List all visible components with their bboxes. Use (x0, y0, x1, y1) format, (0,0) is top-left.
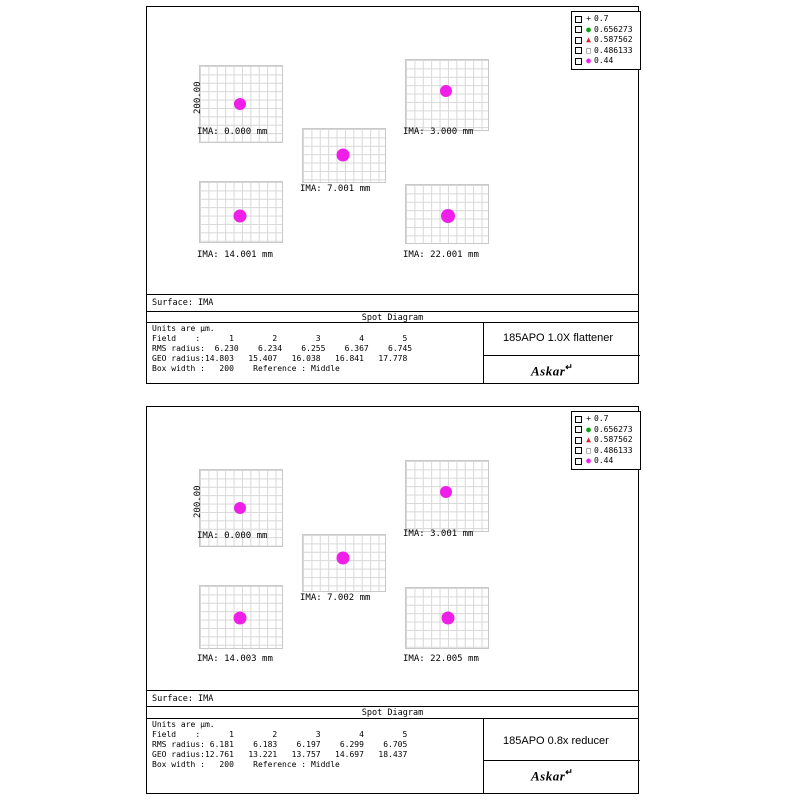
surface-label: Surface: IMA (152, 298, 214, 308)
brand-text: Askar (531, 768, 566, 784)
legend-label: 0.656273 (594, 424, 633, 434)
brand-text: Askar (531, 363, 566, 379)
chart-title: Spot Diagram (361, 708, 424, 718)
legend-label: 0.587562 (594, 435, 633, 444)
spot-dot-field-2 (440, 85, 452, 97)
y-axis-label: 200.00 (193, 81, 203, 114)
legend-item (575, 446, 636, 457)
legend-item (575, 425, 636, 436)
table-row-field: Field : 1 2 3 4 5 (152, 334, 408, 343)
divider-surface (147, 690, 638, 691)
spot-caption-field-4: IMA: 14.001 mm (197, 250, 273, 260)
brand-logo (531, 362, 573, 379)
legend-item (575, 435, 636, 446)
brand-logo (531, 767, 573, 784)
legend-label: 0.656273 (594, 24, 633, 34)
spot-dot-field-1 (234, 98, 246, 110)
legend-swatch-icon (575, 26, 582, 33)
y-axis-label: 200.00 (193, 485, 203, 518)
legend-item (575, 414, 636, 425)
legend-symbol: ▲ (586, 35, 591, 45)
table-row-box: Box width : 200 Reference : Middle (152, 364, 340, 373)
spot-dot-field-4 (234, 210, 247, 223)
divider-brand (483, 760, 640, 761)
spot-caption-field-2: IMA: 3.001 mm (403, 529, 474, 539)
legend-bottom (571, 411, 641, 470)
legend-swatch-icon (575, 426, 582, 433)
panel-title: 185APO 1.0X flattener (503, 332, 614, 344)
spot-caption-field-3: IMA: 7.001 mm (300, 184, 371, 194)
table-row-rms: RMS radius: 6.230 6.234 6.255 6.367 6.745 (152, 344, 413, 353)
legend-swatch-icon (575, 16, 582, 23)
legend-symbol: ● (586, 24, 591, 34)
legend-swatch-icon (575, 58, 582, 65)
spot-caption-field-2: IMA: 3.000 mm (403, 127, 474, 137)
legend-swatch-icon (575, 447, 582, 454)
legend-label: 0.486133 (594, 445, 633, 455)
divider-spotdiagram (147, 311, 638, 312)
divider-spotdiagram (147, 706, 638, 707)
spot-dot-field-3 (337, 552, 350, 565)
legend-label: 0.486133 (594, 45, 633, 55)
legend-item (575, 14, 636, 25)
spot-dot-field-5 (442, 612, 455, 625)
surface-label: Surface: IMA (152, 694, 214, 704)
spot-caption-field-3: IMA: 7.002 mm (300, 593, 371, 603)
divider-vertical (483, 718, 484, 794)
legend-top (571, 11, 641, 70)
spot-dot-field-1 (234, 502, 246, 514)
legend-swatch-icon (575, 437, 582, 444)
spot-diagram-panel-bottom (146, 406, 639, 794)
spot-caption-field-4: IMA: 14.003 mm (197, 654, 273, 664)
table-row-box: Box width : 200 Reference : Middle (152, 760, 340, 769)
spot-caption-field-1: IMA: 0.000 mm (197, 531, 268, 541)
legend-item (575, 25, 636, 36)
brand-mark-icon: ↵ (565, 767, 574, 777)
legend-symbol: ▲ (586, 435, 591, 445)
chart-title: Spot Diagram (361, 313, 424, 323)
legend-item (575, 46, 636, 57)
spot-caption-field-5: IMA: 22.005 mm (403, 654, 479, 664)
divider-info (147, 718, 638, 719)
legend-label: 0.587562 (594, 35, 633, 44)
spot-dot-field-3 (337, 149, 350, 162)
legend-symbol: □ (586, 445, 591, 455)
spot-caption-field-5: IMA: 22.001 mm (403, 250, 479, 260)
legend-label: 0.7 (594, 14, 609, 23)
legend-swatch-icon (575, 37, 582, 44)
spot-dot-field-4 (234, 612, 247, 625)
legend-symbol: + (586, 414, 591, 424)
legend-symbol: ● (586, 56, 591, 66)
legend-label: 0.44 (594, 456, 614, 465)
legend-label: 0.44 (594, 56, 614, 65)
panel-title: 185APO 0.8x reducer (503, 735, 609, 747)
legend-symbol: □ (586, 45, 591, 55)
legend-item (575, 35, 636, 46)
legend-label: 0.7 (594, 414, 609, 423)
legend-item (575, 456, 636, 467)
spot-dot-field-5 (441, 209, 455, 223)
legend-symbol: ● (586, 424, 591, 434)
divider-surface (147, 294, 638, 295)
divider-brand (483, 355, 640, 356)
units-note: Units are µm. (152, 720, 215, 729)
spot-caption-field-1: IMA: 0.000 mm (197, 127, 268, 137)
table-row-field: Field : 1 2 3 4 5 (152, 730, 408, 739)
brand-mark-icon: ↵ (565, 362, 574, 372)
legend-symbol: + (586, 14, 591, 24)
spot-dot-field-2 (440, 486, 452, 498)
legend-swatch-icon (575, 47, 582, 54)
divider-vertical (483, 322, 484, 384)
spot-diagram-panel-top (146, 6, 639, 384)
legend-symbol: ● (586, 456, 591, 466)
table-row-geo: GEO radius:12.761 13.221 13.757 14.697 18.437 (152, 750, 408, 759)
table-row-rms: RMS radius: 6.181 6.183 6.197 6.299 6.705 (152, 740, 408, 749)
legend-item (575, 56, 636, 67)
table-row-geo: GEO radius:14.803 15.407 16.038 16.841 17.778 (152, 354, 408, 363)
legend-swatch-icon (575, 458, 582, 465)
legend-swatch-icon (575, 416, 582, 423)
units-note: Units are µm. (152, 324, 215, 333)
